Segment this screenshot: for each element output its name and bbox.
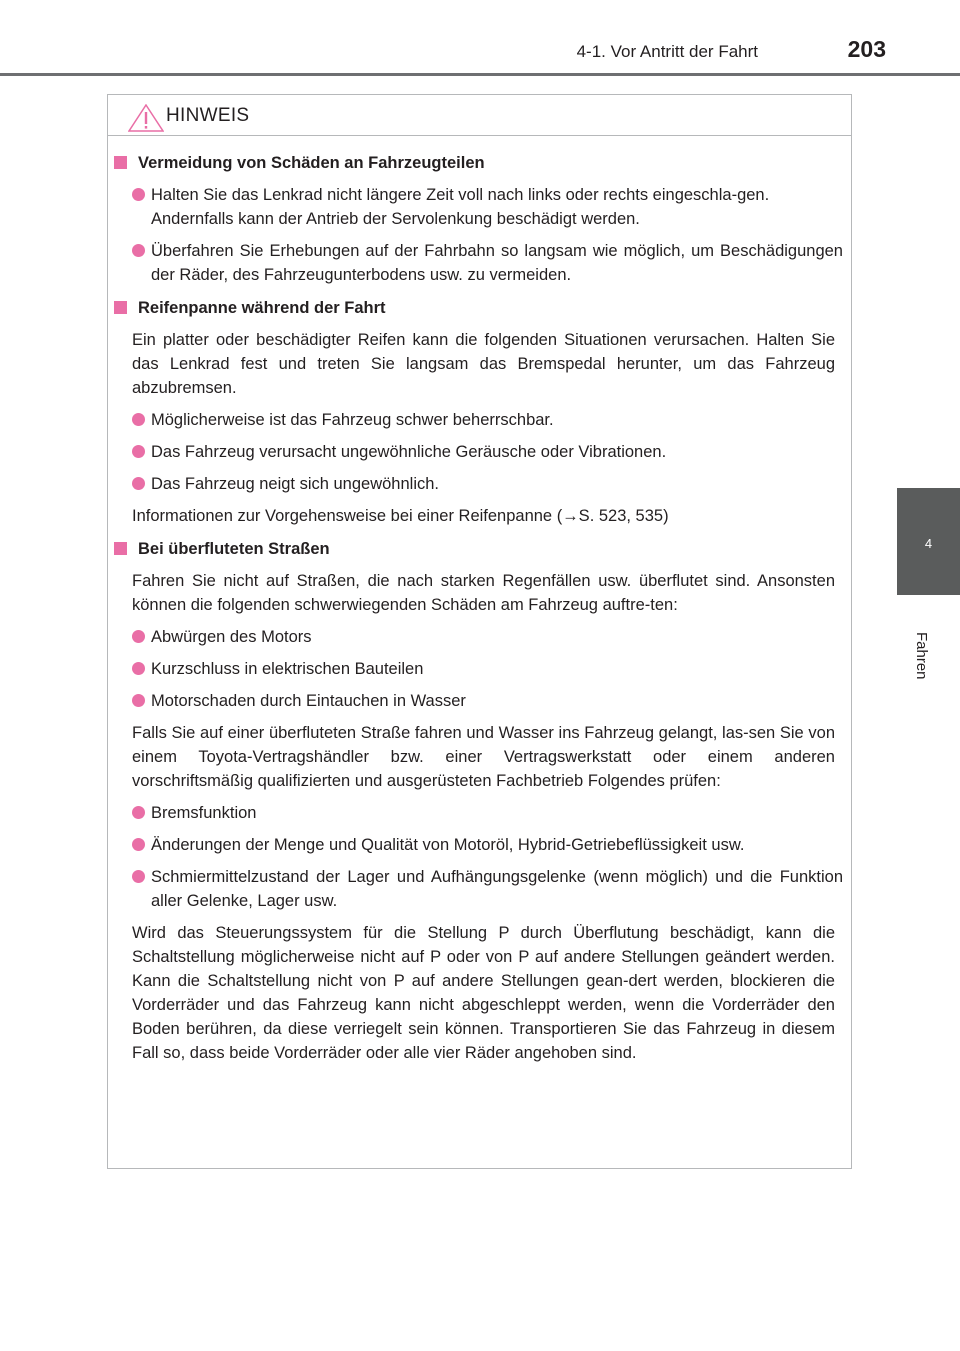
chapter-tab-number: 4 <box>924 536 933 551</box>
paragraph: Informationen zur Vorgehensweise bei einer Reifenpanne (→S. 523, 535) <box>132 507 669 525</box>
circle-bullet-icon <box>132 413 145 426</box>
chapter-title: 4-1. Vor Antritt der Fahrt <box>576 42 758 61</box>
page-number: 203 <box>847 36 886 62</box>
paragraph: Wird das Steuerungssystem für die Stellung P durch Überflutung beschädigt, kann die Schaltstellung möglicherweise nicht auf P oder von P auf andere Stellungen geändert werden. Kann die Schaltstellung nicht von P auf andere Stellungen gean-dert werden, blockieren die Vorderräder und das Fahrzeug kann nicht abgeschleppt werden, wenn die Vorderräder den Boden berühren, da diese verriegelt sein können. Transportieren Sie das Fahrzeug in diesem Fall so, dass beide Vorderräder oder alle vier Räder angehoben sind. <box>132 924 835 1062</box>
paragraph: Ein platter oder beschädigter Reifen kann die folgenden Situationen verursachen. Halten Sie das Lenkrad fest und treten Sie langsam das Bremspedal herunter, um das Fahrzeug abzubremsen. <box>132 331 835 397</box>
notice-body <box>108 151 853 1065</box>
notice-header <box>108 95 851 136</box>
section-heading: Vermeidung von Schäden an Fahrzeugteilen <box>114 151 853 175</box>
square-bullet-icon <box>114 301 127 314</box>
list-item: Änderungen der Menge und Qualität von Motoröl, Hybrid-Getriebeflüssigkeit usw. <box>108 833 843 857</box>
chapter-tab[interactable] <box>897 488 960 595</box>
circle-bullet-icon <box>132 806 145 819</box>
circle-bullet-icon <box>132 630 145 643</box>
list-item: Bremsfunktion <box>108 801 843 825</box>
section-heading: Bei überfluteten Straßen <box>114 537 853 561</box>
circle-bullet-icon <box>132 870 145 883</box>
paragraph: Fahren Sie nicht auf Straßen, die nach starken Regenfällen usw. überflutet sind. Ansonsten können die folgenden schwerwiegenden Schäden am Fahrzeug auftre-ten: <box>132 572 835 614</box>
chapter-tab-label: Fahren <box>913 632 930 680</box>
circle-bullet-icon <box>132 188 145 201</box>
notice-box <box>107 94 852 1169</box>
square-bullet-icon <box>114 542 127 555</box>
circle-bullet-icon <box>132 694 145 707</box>
list-item: Überfahren Sie Erhebungen auf der Fahrbahn so langsam wie möglich, um Beschädigungen der Räder, des Fahrzeugunterbodens usw. zu vermeiden. <box>108 239 843 287</box>
list-item: Schmiermittelzustand der Lager und Aufhängungsgelenke (wenn möglich) und die Funktion aller Gelenke, Lager usw. <box>108 865 843 913</box>
list-item: Das Fahrzeug neigt sich ungewöhnlich. <box>108 472 843 496</box>
warning-triangle-icon <box>128 104 164 132</box>
circle-bullet-icon <box>132 662 145 675</box>
circle-bullet-icon <box>132 477 145 490</box>
paragraph: Falls Sie auf einer überfluteten Straße fahren und Wasser ins Fahrzeug gelangt, las-sen Sie von einem Toyota-Vertragshändler bzw. einer Vertragswerkstatt oder einem anderen vorschriftsmäßig qualifizierten und ausgerüsteten Fachbetrieb Folgendes prüfen: <box>132 724 835 790</box>
list-item: Kurzschluss in elektrischen Bauteilen <box>108 657 843 681</box>
section-heading: Reifenpanne während der Fahrt <box>114 296 853 320</box>
list-item: Halten Sie das Lenkrad nicht längere Zeit voll nach links oder rechts eingeschla-gen. Andernfalls kann der Antrieb der Servolenkung beschädigt werden. <box>108 183 843 231</box>
square-bullet-icon <box>114 156 127 169</box>
list-item: Motorschaden durch Eintauchen in Wasser <box>108 689 843 713</box>
circle-bullet-icon <box>132 445 145 458</box>
list-item: Möglicherweise ist das Fahrzeug schwer beherrschbar. <box>108 408 843 432</box>
notice-title: HINWEIS <box>166 105 250 126</box>
list-item: Das Fahrzeug verursacht ungewöhnliche Geräusche oder Vibrationen. <box>108 440 843 464</box>
list-item: Abwürgen des Motors <box>108 625 843 649</box>
header-rule <box>0 73 960 76</box>
circle-bullet-icon <box>132 244 145 257</box>
circle-bullet-icon <box>132 838 145 851</box>
